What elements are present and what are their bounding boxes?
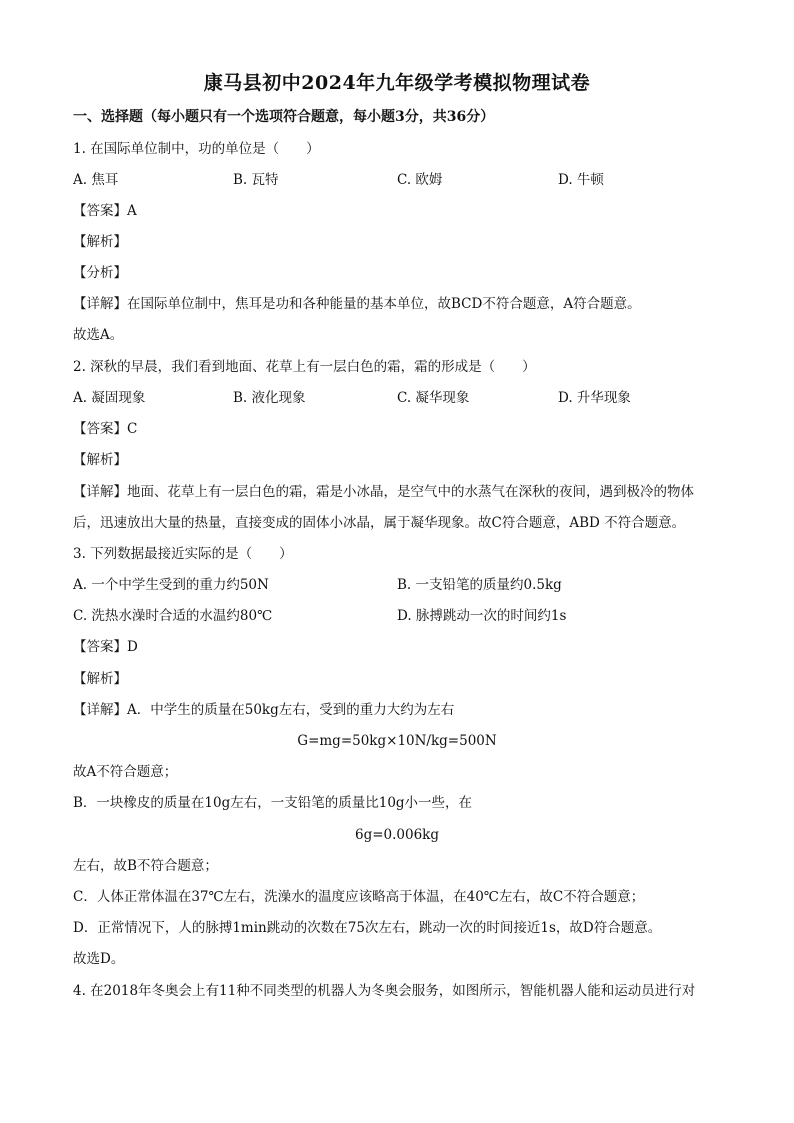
q2-detail-line-1: 【详解】地面、花草上有一层白色的霜，霜是小冰晶，是空气中的水蒸气在深秋的夜间，遇到极冷的物体 — [73, 484, 694, 500]
question-2-stem: 2. 深秋的早晨，我们看到地面、花草上有一层白色的霜，霜的形成是（ ） — [73, 359, 536, 375]
q1-fenxi-label: 【分析】 — [73, 265, 127, 281]
q2-answer: 【答案】C — [73, 421, 138, 437]
q2-option-d: D. 升华现象 — [558, 390, 631, 406]
q3-option-a: A. 一个中学生受到的重力约50N — [73, 577, 269, 593]
question-4-stem: 4. 在2018年冬奥会上有11种不同类型的机器人为冬奥会服务，如图所示，智能机器人能和运动员进行对 — [73, 983, 696, 999]
q3-answer: 【答案】D — [73, 639, 138, 655]
q3-detail-b: B．一块橡皮的质量在10g左右，一支铅笔的质量比10g小一些，在 — [73, 795, 473, 811]
q3-analysis-label: 【解析】 — [73, 671, 127, 687]
q3-option-c: C. 洗热水澡时合适的水温约80℃ — [73, 608, 273, 624]
question-1-stem: 1. 在国际单位制中，功的单位是（ ） — [73, 141, 320, 157]
q3-conclusion-b: 左右，故B不符合题意； — [73, 858, 218, 874]
q2-analysis-label: 【解析】 — [73, 452, 127, 468]
q1-option-c: C. 欧姆 — [397, 172, 443, 188]
q1-option-d: D. 牛顿 — [558, 172, 604, 188]
q3-option-b: B. 一支铅笔的质量约0.5kg — [397, 577, 562, 593]
q1-answer: 【答案】A — [73, 203, 137, 219]
page-title: 康马县初中2024年九年级学考模拟物理试卷 — [203, 72, 591, 94]
question-3-stem: 3. 下列数据最接近实际的是（ ） — [73, 546, 293, 562]
q1-option-b: B. 瓦特 — [233, 172, 279, 188]
q3-formula-a: G=mg=50kg×10N/kg=500N — [297, 733, 497, 749]
q1-conclusion: 故选A。 — [73, 327, 124, 343]
q2-option-c: C. 凝华现象 — [397, 390, 470, 406]
q3-detail-d: D．正常情况下，人的脉搏1min跳动的次数在75次左右，跳动一次的时间接近1s，故D符合题意。 — [73, 920, 662, 936]
section-heading: 一、选择题（每小题只有一个选项符合题意，每小题3分，共36分） — [73, 109, 495, 125]
q1-option-a: A. 焦耳 — [73, 172, 119, 188]
q2-option-a: A. 凝固现象 — [73, 390, 146, 406]
q2-option-b: B. 液化现象 — [233, 390, 306, 406]
q3-conclusion: 故选D。 — [73, 951, 125, 967]
q3-detail-c: C．人体正常体温在37℃左右，洗澡水的温度应该略高于体温，在40℃左右，故C不符合题意； — [73, 889, 645, 905]
q1-detail: 【详解】在国际单位制中，焦耳是功和各种能量的基本单位，故BCD不符合题意，A符合题意。 — [73, 296, 641, 312]
q3-detail-a: 【详解】A．中学生的质量在50kg左右，受到的重力大约为左右 — [73, 702, 455, 718]
q2-detail-line-2: 后，迅速放出大量的热量，直接变成的固体小冰晶，属于凝华现象。故C符合题意，ABD 不符合题意。 — [73, 515, 686, 531]
q1-analysis-label: 【解析】 — [73, 234, 127, 250]
q3-option-d: D. 脉搏跳动一次的时间约1s — [397, 608, 567, 624]
q3-formula-b: 6g=0.006kg — [354, 827, 439, 843]
q3-conclusion-a: 故A不符合题意； — [73, 764, 178, 780]
